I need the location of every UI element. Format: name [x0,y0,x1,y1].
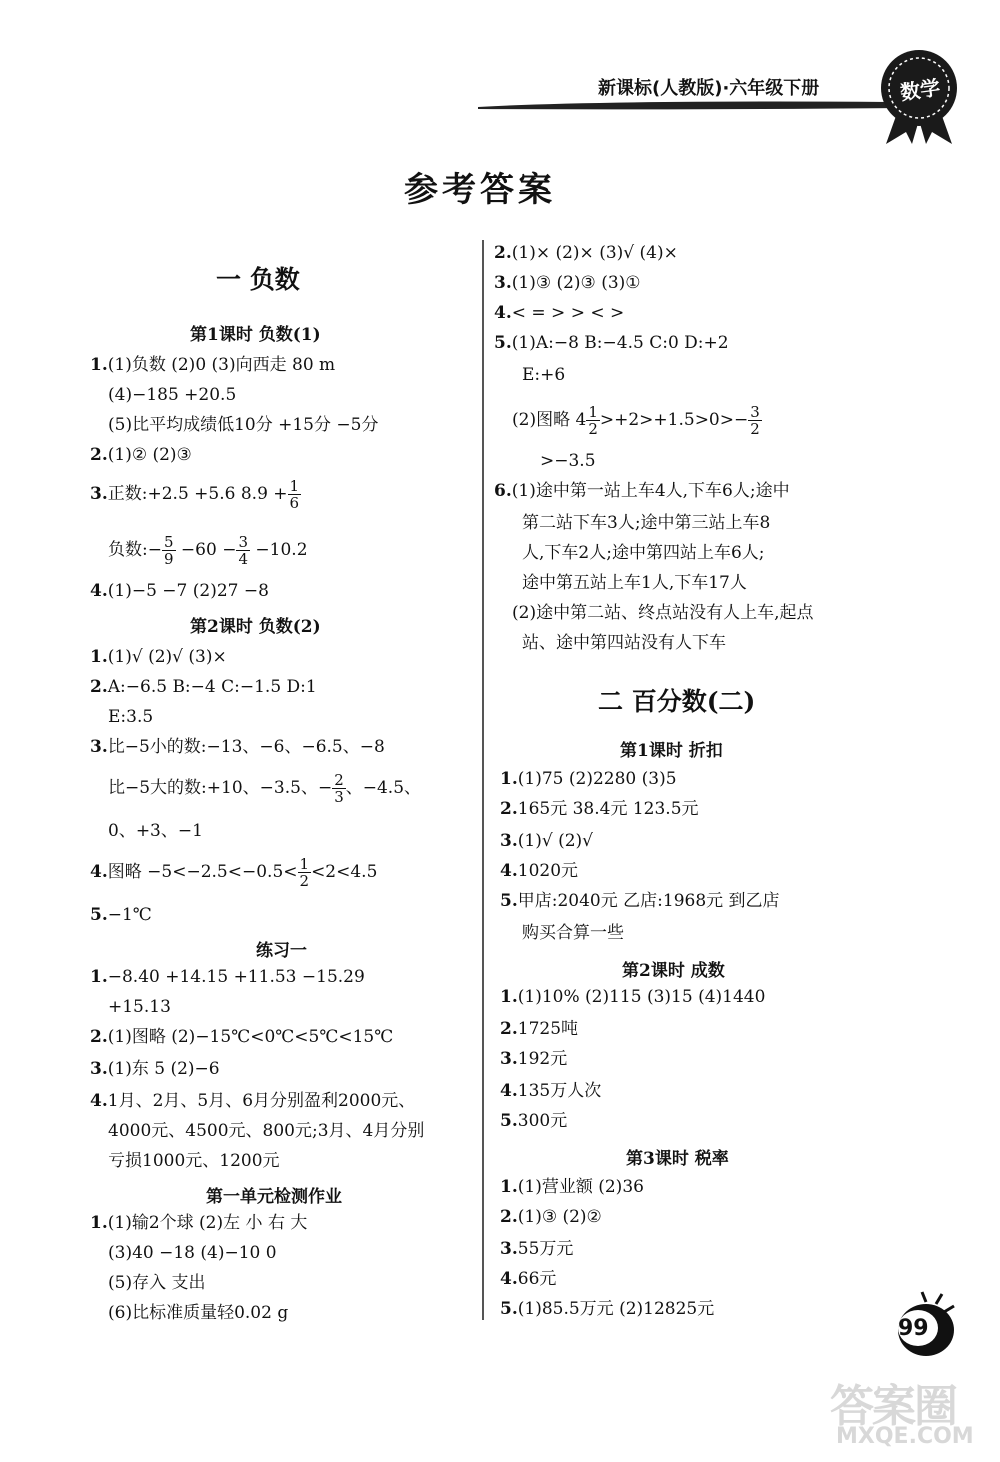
lesson2-heading-unit2: 第2课时 成数 [622,961,725,981]
unit1-heading: 一 负数 [216,265,300,294]
answer-line: 4.135万人次 [500,1081,602,1101]
answer-line: (6)比标准质量轻0.02 g [108,1303,289,1323]
answer-line: 亏损1000元、1200元 [108,1151,280,1171]
answer-line: 4.1月、2月、5月、6月分别盈利2000元、 [90,1091,416,1111]
answer-line: +15.13 [108,997,171,1017]
answer-line: 2.(1)图略 (2)−15℃<0℃<5℃<15℃ [90,1027,394,1047]
answer-line: 3.(1)③ (2)③ (3)① [494,273,641,293]
answer-line: >−3.5 [540,451,596,471]
fraction: $\frac{3}{4}$ [238,533,249,568]
header-brush-stroke [478,98,898,110]
header-series: 新课标(人教版)·六年级下册 [598,78,820,99]
fraction: $\frac{2}{3}$ [334,771,344,806]
answer-line: E:+6 [522,365,566,385]
page-number: 99 [898,1316,929,1341]
answer-line: 途中第五站上车1人,下车17人 [522,573,747,593]
answer-line: 3.55万元 [500,1239,574,1259]
answer-line: 2.1725吨 [500,1019,579,1039]
answer-line: 4000元、4500元、800元;3月、4月分别 [108,1121,425,1141]
answer-line: 1.(1)75 (2)2280 (3)5 [500,769,677,789]
answer-line: 1.−8.40 +14.15 +11.53 −15.29 [90,967,365,987]
answer-line: 3.192元 [500,1049,568,1069]
answer-line: 2.(1)② (2)③ [90,445,192,465]
answer-line: 0、+3、−1 [108,821,203,841]
answer-line: 5.−1℃ [90,905,152,925]
answer-line: 购买合算一些 [522,923,624,943]
answer-line: 3.(1)√ (2)√ [500,831,593,851]
subject-label: 数学 [898,75,942,105]
column-divider [482,240,484,1320]
answer-line: (2)途中第二站、终点站没有人上车,起点 [512,603,814,623]
answer-line: (5)比平均成绩低10分 +15分 −5分 [108,415,379,435]
exercise1-heading: 练习一 [256,941,307,961]
lesson1-heading-unit2: 第1课时 折扣 [620,741,723,761]
lesson3-heading-unit2: 第3课时 税率 [626,1149,729,1169]
answer-line: E:3.5 [108,707,154,727]
answer-line: 1.(1)10% (2)115 (3)15 (4)1440 [500,987,766,1007]
answer-line: 4.1020元 [500,861,579,881]
answer-line: 5.甲店:2040元 乙店:1968元 到乙店 [500,891,780,911]
answer-line: 3.比−5小的数:−13、−6、−6.5、−8 [90,737,385,757]
answer-line: 1.(1)√ (2)√ (3)× [90,647,227,667]
watermark-url: MXQE.COM [836,1424,974,1449]
fraction: $\frac{3}{2}$ [750,403,760,438]
answer-line: (5)存入 支出 [108,1273,206,1293]
answer-line: 4.图略 −5<−2.5<−0.5< $\frac{1}{2}$ <2<4.5 [90,855,378,890]
answer-line: 负数:− $\frac{5}{9}$ −60 − $\frac{3}{4}$ −10.2 [108,533,308,568]
answer-line: 人,下车2人;途中第四站上车6人; [522,543,765,563]
fraction: $\frac{1}{6}$ [289,477,300,512]
answer-line: 3.(1)东 5 (2)−6 [90,1059,220,1079]
answer-line: (3)40 −18 (4)−10 0 [108,1243,277,1263]
answer-line: 1.(1)输2个球 (2)左 小 右 大 [90,1213,308,1233]
answer-line: 5.300元 [500,1111,568,1131]
watermark [830,1370,1000,1460]
answer-line: 3.正数:+2.5 +5.6 8.9 + $\frac{1}{6}$ [90,477,300,512]
answer-line: 4.< = > > < > [494,303,625,323]
answer-line: 2.(1)× (2)× (3)√ (4)× [494,243,678,263]
answer-line: 5.(1)A:−8 B:−4.5 C:0 D:+2 [494,333,729,353]
answer-line: 2.165元 38.4元 123.5元 [500,799,699,819]
answer-line: 5.(1)85.5万元 (2)12825元 [500,1299,715,1319]
answer-line: 站、途中第四站没有人下车 [522,633,726,653]
fraction: $\frac{1}{2}$ [299,855,310,890]
answer-line: 4.(1)−5 −7 (2)27 −8 [90,581,269,601]
lesson1-heading: 第1课时 负数(1) [190,325,321,345]
watermark-logo-text: 答案圈 [830,1381,956,1432]
answer-line: 1.(1)负数 (2)0 (3)向西走 80 m [90,355,336,375]
lesson2-heading: 第2课时 负数(2) [190,617,321,637]
answer-line: 4.66元 [500,1269,557,1289]
answer-line: 6.(1)途中第一站上车4人,下车6人;途中 [494,481,790,501]
fraction: $\frac{1}{2}$ [588,403,598,438]
answer-line: 2.(1)③ (2)② [500,1207,602,1227]
fraction: $\frac{5}{9}$ [163,533,174,568]
answer-line: (4)−185 +20.5 [108,385,237,405]
unit2-heading: 二 百分数(二) [598,687,756,716]
answer-line: 比−5大的数:+10、−3.5、− $\frac{2}{3}$ 、−4.5、 [108,771,422,806]
unit-test-heading: 第一单元检测作业 [206,1187,342,1207]
page-title: 参考答案 [404,170,556,210]
answer-line: (2)图略 4 $\frac{1}{2}$ >+2>+1.5>0>− $\frac{3}{2}$ [512,403,760,438]
answer-line: 1.(1)营业额 (2)36 [500,1177,644,1197]
answer-line: 第二站下车3人;途中第三站上车8 [522,513,771,533]
answer-line: 2.A:−6.5 B:−4 C:−1.5 D:1 [90,677,317,697]
